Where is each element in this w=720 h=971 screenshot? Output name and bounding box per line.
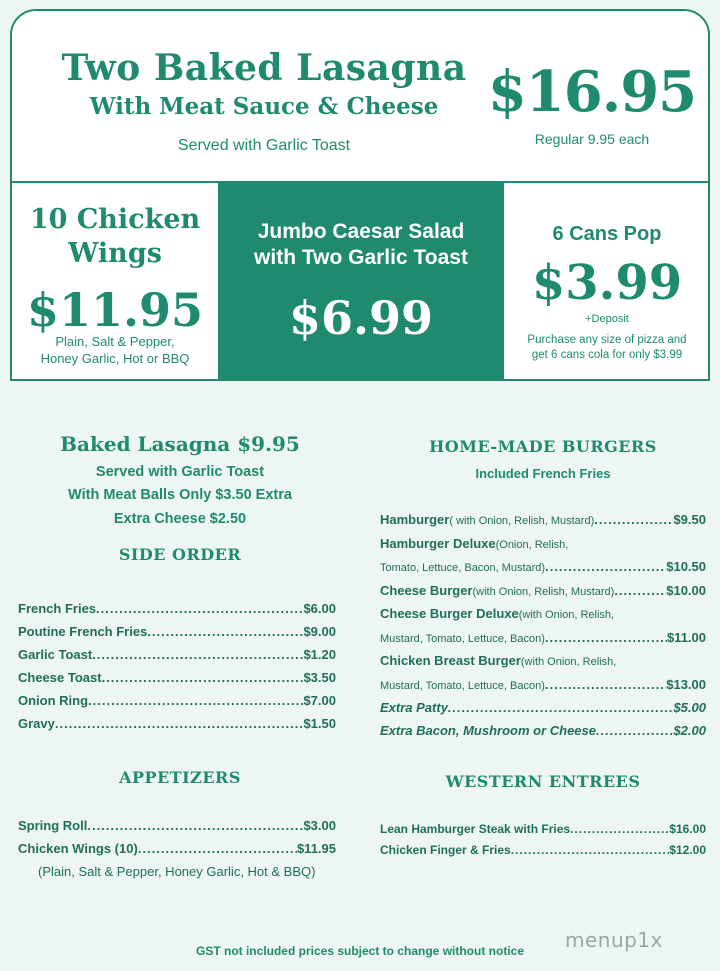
- menu-item-detail: (with Onion, Relish,: [520, 656, 617, 668]
- menu-item-name: Hamburger Deluxe: [380, 536, 496, 551]
- menu-item-price: $11.00: [666, 630, 706, 645]
- leader-dots: [511, 843, 670, 857]
- leader-dots: [545, 559, 666, 574]
- menu-item-name: Extra Bacon, Mushroom or Cheese: [380, 723, 596, 738]
- watermark: menup1x: [565, 928, 663, 952]
- menu-item-price: $9.50: [673, 512, 706, 527]
- promo-wings: [12, 183, 218, 381]
- promo-lasagna-note: Served with Garlic Toast: [177, 137, 351, 154]
- promo-lasagna: [12, 11, 708, 183]
- leader-dots: [55, 716, 304, 731]
- leader-dots: [545, 630, 667, 645]
- menu-item-price: $13.00: [666, 677, 706, 692]
- menu-item-name: Chicken Wings (10): [18, 841, 138, 856]
- menu-item-price: $3.00: [303, 818, 336, 833]
- menu-item-price: $16.00: [669, 822, 706, 836]
- menu-item-name: Gravy: [18, 716, 55, 731]
- promo-pop-title: 6 Cans Pop: [552, 223, 662, 245]
- menu-item: [380, 653, 706, 668]
- menu-item-price: $10.50: [666, 559, 706, 574]
- promo-wings-title-line1: 10 Chicken: [29, 204, 201, 235]
- menu-item-continuation: [380, 630, 706, 645]
- promo-lasagna-subtitle: With Meat Sauce & Cheese: [89, 93, 439, 120]
- appetizers-note: (Plain, Salt & Pepper, Honey Garlic, Hot & BBQ): [38, 864, 316, 879]
- menu-item-detail: Mustard, Tomato, Lettuce, Bacon): [380, 633, 545, 645]
- promo-wings-description: [12, 333, 218, 367]
- menu-item-name: Chicken Breast Burger: [380, 653, 521, 668]
- leader-dots: [102, 670, 304, 685]
- promo-pop-deposit: +Deposit: [585, 313, 629, 325]
- leader-dots: [448, 700, 674, 715]
- menu-item: [18, 818, 336, 833]
- promo-salad-price: $6.99: [288, 291, 434, 345]
- menu-item: [380, 843, 706, 857]
- menu-item: [18, 670, 336, 685]
- menu-item-price: $1.20: [303, 647, 336, 662]
- leader-dots: [96, 601, 303, 616]
- leader-dots: [570, 822, 669, 836]
- leader-dots: [594, 512, 673, 527]
- leader-dots: [147, 624, 303, 639]
- lasagna-menu-line: Extra Cheese $2.50: [113, 511, 247, 527]
- menu-item: [380, 583, 706, 598]
- menu-item-price: $11.95: [296, 841, 336, 856]
- menu-item: [380, 512, 706, 527]
- leader-dots: [596, 723, 673, 738]
- footer-disclaimer: GST not included prices subject to change without notice: [195, 944, 525, 958]
- menu-item-name: Spring Roll: [18, 818, 88, 833]
- menu-item-name: Chicken Finger & Fries: [380, 843, 511, 857]
- promo-wings-price: $11.95: [26, 283, 204, 337]
- menu-item-name: Cheese Burger Deluxe: [380, 606, 519, 621]
- menu-item-price: $1.50: [303, 716, 336, 731]
- menu-item: [380, 700, 706, 715]
- menu-item: [18, 601, 336, 616]
- menu-item: [18, 624, 336, 639]
- promo-lasagna-title: Two Baked Lasagna: [61, 47, 467, 89]
- menu-item-detail: Mustard, Tomato, Lettuce, Bacon): [380, 680, 545, 692]
- leader-dots: [614, 583, 666, 598]
- promo-pop-desc-line1: Purchase any size of pizza and: [527, 334, 687, 346]
- leader-dots: [138, 841, 297, 856]
- menu-item: [380, 606, 706, 621]
- menu-item-detail: (with Onion, Relish, Mustard): [472, 586, 615, 598]
- promo-salad: [218, 183, 504, 381]
- promo-salad-title-line1: Jumbo Caesar Salad: [257, 220, 465, 243]
- promo-salad-title: [218, 219, 504, 271]
- menu-item-name: Onion Ring: [18, 693, 89, 708]
- leader-dots: [545, 677, 666, 692]
- promo-wings-desc-line1: Plain, Salt & Pepper,: [55, 334, 175, 349]
- promo-pop: [504, 183, 710, 381]
- appetizers-title: APPETIZERS: [119, 768, 241, 787]
- menu-item-detail: (Onion, Relish,: [495, 539, 569, 551]
- menu-item-name: Cheese Toast: [18, 670, 102, 685]
- menu-item-price: $2.00: [673, 723, 706, 738]
- menu-item: [380, 536, 706, 551]
- promo-wings-desc-line2: Honey Garlic, Hot or BBQ: [40, 351, 190, 366]
- menu-item-price: $7.00: [303, 693, 336, 708]
- menu-item: [18, 716, 336, 731]
- promo-lasagna-regular-price: Regular 9.95 each: [534, 131, 650, 147]
- menu-item: [380, 723, 706, 738]
- menu-item: [18, 841, 336, 856]
- promo-pop-description: [512, 333, 702, 363]
- leader-dots: [87, 818, 303, 833]
- menu-item-price: $6.00: [303, 601, 336, 616]
- menu-item-name: Hamburger: [380, 512, 450, 527]
- menu-item-continuation: [380, 559, 706, 574]
- menu-item-price: $12.00: [669, 843, 706, 857]
- menu-item-price: $10.00: [666, 583, 706, 598]
- menu-item-continuation: [380, 677, 706, 692]
- burgers-subtitle: Included French Fries: [475, 466, 611, 481]
- menu-item-price: $5.00: [673, 700, 706, 715]
- leader-dots: [92, 647, 303, 662]
- lasagna-menu-title: Baked Lasagna $9.95: [60, 432, 300, 456]
- promo-frame: [10, 9, 710, 381]
- promo-wings-title: [12, 203, 218, 271]
- lasagna-menu-line: Served with Garlic Toast: [95, 464, 265, 480]
- menu-item: [18, 647, 336, 662]
- menu-item-name: Lean Hamburger Steak with Fries: [380, 822, 571, 836]
- promo-pop-price: $3.99: [531, 255, 683, 311]
- lasagna-menu-line: With Meat Balls Only $3.50 Extra: [68, 487, 292, 503]
- promo-lasagna-price: $16.95: [487, 59, 697, 125]
- menu-item: [380, 822, 706, 836]
- menu-item-name: Poutine French Fries: [18, 624, 148, 639]
- western-entrees-title: WESTERN ENTREES: [445, 772, 641, 791]
- side-order-title: SIDE ORDER: [118, 545, 242, 564]
- menu-item-detail: ( with Onion, Relish, Mustard): [449, 515, 595, 527]
- promo-salad-title-line2: with Two Garlic Toast: [254, 246, 468, 269]
- promo-wings-title-line2: Wings: [68, 238, 162, 269]
- menu-item-name: Garlic Toast: [18, 647, 93, 662]
- menu-item-name: Cheese Burger: [380, 583, 473, 598]
- menu-item-detail: Tomato, Lettuce, Bacon, Mustard): [380, 562, 546, 574]
- menu-item-name: French Fries: [18, 601, 97, 616]
- menu-item-price: $3.50: [303, 670, 336, 685]
- burgers-title: HOME-MADE BURGERS: [429, 437, 657, 456]
- menu-item-detail: (with Onion, Relish,: [518, 609, 615, 621]
- promo-pop-desc-line2: get 6 cans cola for only $3.99: [531, 349, 683, 361]
- leader-dots: [88, 693, 303, 708]
- menu-item-name: Extra Patty: [380, 700, 448, 715]
- menu-item: [18, 693, 336, 708]
- menu-item-price: $9.00: [303, 624, 336, 639]
